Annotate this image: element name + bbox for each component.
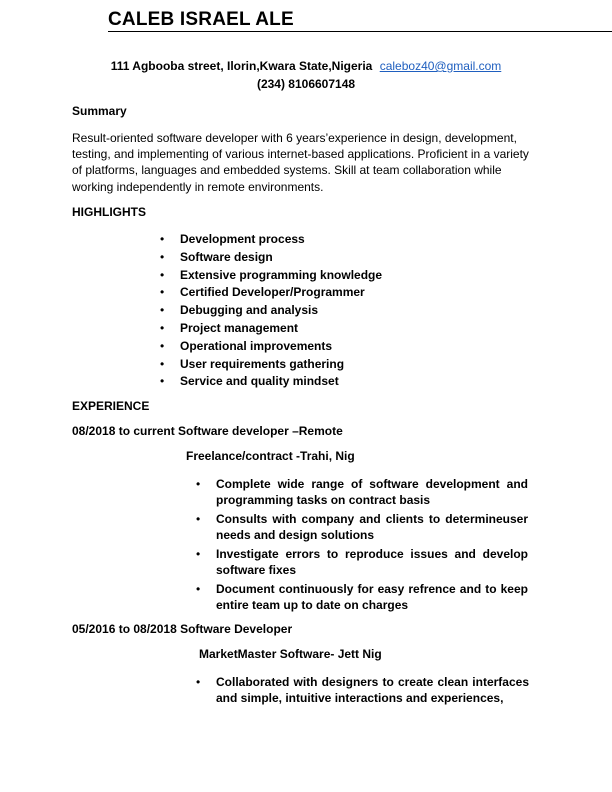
duty-item: • Investigate errors to reproduce issues and develop software fixes (196, 546, 528, 578)
job-duties-list (196, 476, 528, 616)
highlights-list (160, 231, 382, 391)
highlight-item: • Development process (160, 231, 382, 249)
job-title: 05/2016 to 08/2018 Software Developer (72, 622, 293, 636)
job-company: Freelance/contract -Trahi, Nig (186, 449, 355, 463)
highlight-item: • Software design (160, 249, 382, 267)
resume-name: CALEB ISRAEL ALE (108, 9, 294, 30)
duty-item: • Collaborated with designers to create clean interfaces and simple, intuitive interactions and experiences, (196, 674, 529, 706)
duty-item: • Consults with company and clients to determineuser needs and design solutions (196, 511, 528, 543)
highlight-item: • Extensive programming knowledge (160, 267, 382, 285)
address: 111 Agbooba street, Ilorin,Kwara State,Nigeria (110, 59, 373, 73)
highlight-item: • Service and quality mindset (160, 373, 382, 391)
highlights-heading: HIGHLIGHTS (72, 205, 146, 219)
experience-heading: EXPERIENCE (72, 399, 150, 413)
job-title: 08/2018 to current Software developer –Remote (72, 424, 343, 438)
highlight-item: • Certified Developer/Programmer (160, 284, 382, 302)
duty-item: • Document continuously for easy refrence and to keep entire team up to date on charges (196, 581, 528, 613)
duty-item: • Complete wide range of software development and programming tasks on contract basis (196, 476, 528, 508)
summary-text: Result-oriented software developer with 6 years’experience in design, development, testing, and implementing of various internet-based applications. Proficient in a variety of platforms, languages and embedded systems. Skill at team collaboration while working independently in remote environments. (72, 131, 529, 194)
summary-heading: Summary (72, 104, 127, 118)
highlight-item: • Project management (160, 320, 382, 338)
job-company: MarketMaster Software- Jett Nig (199, 647, 382, 661)
phone: (234) 8106607148 (256, 77, 356, 91)
job-duties-list (196, 674, 529, 709)
highlight-item: • Debugging and analysis (160, 302, 382, 320)
header-rule (108, 31, 612, 32)
contact-address-line (0, 59, 612, 73)
email-link[interactable]: caleboz40@gmail.com (379, 59, 502, 73)
highlight-item: • Operational improvements (160, 338, 382, 356)
highlight-item: • User requirements gathering (160, 356, 382, 374)
